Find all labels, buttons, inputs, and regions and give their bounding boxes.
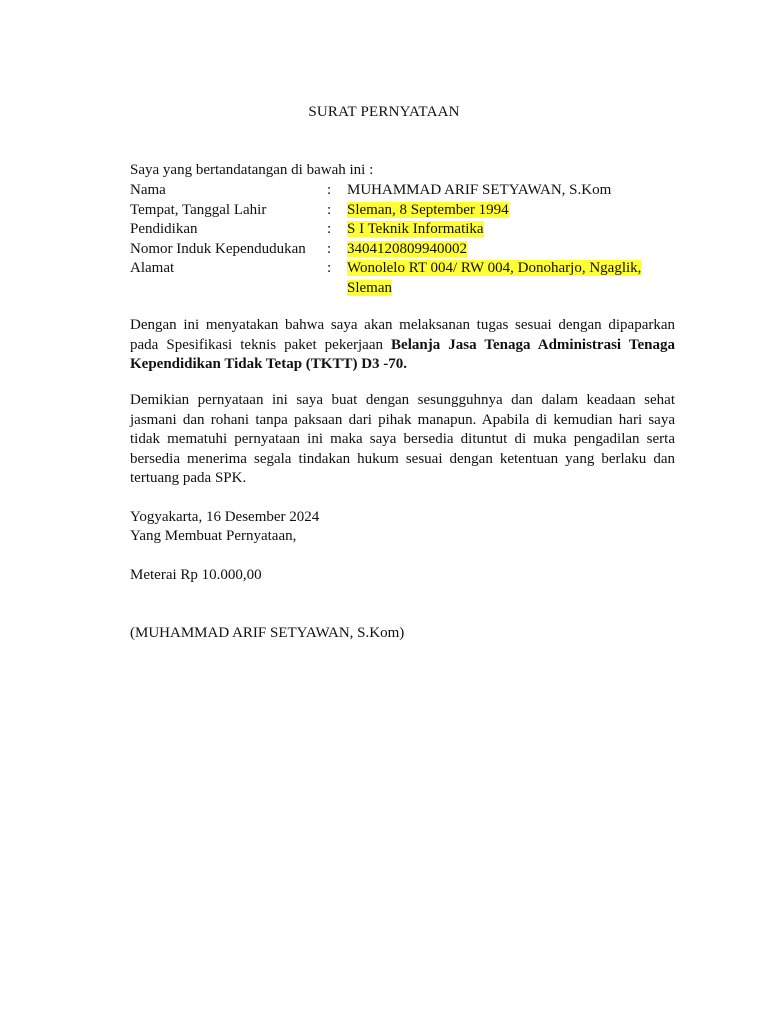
identity-table <box>130 181 675 298</box>
colon: : <box>327 240 332 257</box>
closing-text: Yang Membuat Pernyataan, <box>130 528 297 544</box>
signature-name: (MUHAMMAD ARIF SETYAWAN, S.Kom) <box>130 625 405 641</box>
stamp-duty-text: Meterai Rp 10.000,00 <box>130 567 262 583</box>
place-date: Yogyakarta, 16 Desember 2024 <box>130 509 320 525</box>
statement-text: Dengan ini menyatakan bahwa saya akan melaksanan tugas sesuai dengan dipaparkan pada Spesifikasi teknis paket pekerjaan <box>130 317 675 353</box>
nama-value: MUHAMMAD ARIF SETYAWAN, S.Kom <box>347 182 612 198</box>
alamat-value-line2: Sleman <box>347 279 392 296</box>
colon: : <box>327 182 332 198</box>
alamat-value-line1: Wonolelo RT 004/ RW 004, Donoharjo, Ngaglik, <box>347 260 642 276</box>
nama-label: Nama <box>130 182 166 198</box>
job-package-name: Belanja Jasa Tenaga Administrasi Tenaga Kependidikan Tidak Tetap (TKTT) D3 -70. <box>130 336 675 372</box>
statement-paragraph <box>130 316 675 375</box>
colon: : <box>327 260 332 276</box>
declaration-paragraph: Demikian pernyataan ini saya buat dengan sesungguhnya dan dalam keadaan sehat jasmani dan rohani tanpa paksaan dari pihak manapun. Apabila di kemudian hari saya tidak mematuhi pernyataan ini maka saya bersedia dituntut di muka pengadilan serta bersedia menerima segala tindakan hukum sesuai dengan ketentuan yang berlaku dan tertuang pada SPK. <box>130 392 675 486</box>
ttl-label: Tempat, Tanggal Lahir <box>130 201 267 218</box>
identity-row-alamat <box>130 259 675 298</box>
identity-row-nik <box>130 240 675 260</box>
identity-row-ttl <box>130 201 675 221</box>
document-title: SURAT PERNYATAAN <box>308 104 460 120</box>
intro-text: Saya yang bertandatangan di bawah ini : <box>130 162 374 178</box>
alamat-label: Alamat <box>130 260 175 276</box>
identity-row-pendidikan <box>130 220 675 240</box>
nik-value: 3404120809940002 <box>347 240 467 257</box>
pendidikan-label: Pendidikan <box>130 221 198 237</box>
pendidikan-value: S I Teknik Informatika <box>347 221 484 237</box>
ttl-value: Sleman, 8 September 1994 <box>347 201 509 218</box>
colon: : <box>327 201 332 218</box>
colon: : <box>327 221 332 237</box>
nik-label: Nomor Induk Kependudukan <box>130 240 306 257</box>
identity-row-nama <box>130 181 675 201</box>
